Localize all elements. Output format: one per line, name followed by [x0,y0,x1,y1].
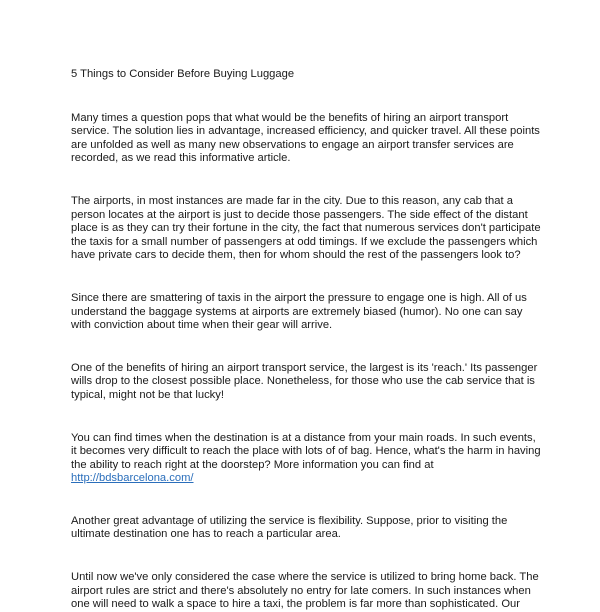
spacer [71,333,541,362]
spacer [71,486,541,515]
paragraph-5 [71,432,541,486]
paragraph-1: Many times a question pops that what would be the benefits of hiring an airport transport service. The solution lies in advantage, increased efficiency, and quicker travel. All these points are unfolded as well as many new observations to engage an airport transfer services are recorded, as we read this informative article. [71,111,540,165]
paragraph-2: The airports, in most instances are made far in the city. Due to this reason, any cab that a person locates at the airport is just to decide those passengers. The side effect of the distant place is as they can try their fortune in the city, the fact that numerous services don't participate the taxis for a small number of passengers at odd timings. If we exclude the passengers which have private cars to decide them, then for whom should the rest of the passengers look to? [71,194,541,262]
spacer [71,403,541,432]
spacer [71,82,541,112]
paragraph-5-text: You can find times when the destination is at a distance from your main roads. In such events, it becomes very difficult to reach the place with lots of of bag. Hence, what's the harm in having the ability to reach right at the doorstep? More information you can find at [71,431,541,471]
spacer [71,263,541,292]
document-page [71,68,541,612]
paragraph-7: Until now we've only considered the case where the service is utilized to bring home back. The airport rules are strict and there's absolutely no entry for late comers. In such instances when one will need to walk a space to hire a taxi, the problem is far more than sophisticated. Our [71,571,539,611]
document-title: 5 Things to Consider Before Buying Luggage [71,68,295,80]
spacer [71,542,541,571]
bdsbarcelona-link[interactable]: http://bdsbarcelona.com/ [71,472,194,485]
paragraph-4: One of the benefits of hiring an airport transport service, the largest is its 'reach.' Its passenger wills drop to the closest possible place. Nonetheless, for those who use the cab service that is typical, might not be that lucky! [71,361,538,401]
paragraph-6: Another great advantage of utilizing the service is flexibility. Suppose, prior to visiting the ultimate destination one has to reach a particular area. [71,514,508,541]
spacer [71,166,541,195]
paragraph-3: Since there are smattering of taxis in the airport the pressure to engage one is high. All of us understand the baggage systems at airports are extremely biased (humor). No one can say with conviction about time when their gear will arrive. [71,291,527,332]
